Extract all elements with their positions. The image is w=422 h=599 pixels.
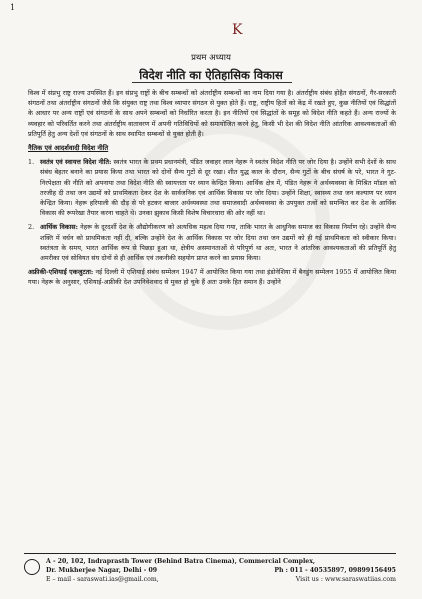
title-underline xyxy=(132,82,292,83)
footer-phone: Ph : 011 - 40535897, 09899156495 xyxy=(274,567,396,574)
item-number: 1. xyxy=(28,158,35,167)
afro-asian-heading: अफ्रीकी-एशियाई एकजुटता: xyxy=(28,268,94,277)
item-heading: स्वतंत्र एवं स्वायत्त विदेश नीति: xyxy=(40,158,112,167)
footer xyxy=(24,553,396,597)
chapter-label: प्रथम अध्याय xyxy=(191,53,231,63)
footer-row xyxy=(46,566,396,575)
list-item xyxy=(28,222,396,263)
institute-logo-icon xyxy=(24,559,40,575)
item-text xyxy=(40,222,396,263)
footer-address-line1: A - 20, 102, Indraprasth Tower (Behind Batra Cinema), Commercial Complex, xyxy=(46,558,316,565)
item-number: 2. xyxy=(28,223,35,232)
afro-asian-body: नई दिल्ली में एशियाई संबंध सम्मेलन 1947 में आयोजित किया गया तथा इंडोनेशिया में बैनडुंग सम्मेलन 1955 में आयोजित किया गया। नेहरू के अनुसार, एशियाई-अफ्रीकी देश उपनिवेशवाद से मुक्त हो चुके हैं अतः उनके हित समान हैं। उन्होंने xyxy=(28,268,396,287)
list-item xyxy=(28,157,396,218)
footer-row xyxy=(46,575,396,584)
afro-asian-paragraph xyxy=(28,267,396,287)
footer-email: E – mail - saraswati.ias@gmail.com, xyxy=(46,576,159,583)
footer-address-line2: Dr. Mukherjee Nagar, Delhi - 09 xyxy=(46,567,158,574)
footer-website: Visit us : www.saraswatiias.com xyxy=(295,576,396,583)
handwritten-mark: K xyxy=(232,22,243,38)
item-heading: आर्थिक विकास: xyxy=(40,223,78,232)
item-body: स्वतंत्र भारत के प्रथम प्रधानमंत्री, पंडित जवाहर लाल नेहरू ने स्वतंत्र विदेश नीति पर जोर दिया है। उन्होंने सभी देशों के साथ संबंध बेहतर बनाने का प्रयास किया तथा भारत को दोनों सैन्य गुटों से दूर रखा। शीत युद्ध काल के दौरान, सैन्य गुटों के बीच संघर्ष के परे, भारत ने गुट-निरपेक्षता की नीति को अपनाया तथा विदेश नीति की स्वायत्तता पर ध्यान केन्द्रित किया। आर्थिक क्षेत्र में, पंडित नेहरू ने अर्थव्यवस्था के मिश्रित मॉडल को तरजीह दी तथा जन उद्यमों को प्राथमिकता देकर देश के सार्वजनिक एवं आर्थिक विकास पर जोर दिया। उन्होंने शिक्षा, स्वास्थ्य तथा जन कल्याण पर ध्यान केन्द्रित किया। नेहरू हरियाली की दौड़ से परे हटकर बाजार अर्थव्यवस्था तथा समाजवादी अर्थव्यवस्था के उपयुक्त तत्वों को समन्वित कर देश के आर्थिक विकास की रूपरेखा तैयार करना चाहते थे। उनका झुकाव किसी विशेष विचारधारा की ओर नहीं था। xyxy=(40,158,396,218)
section-heading: नैतिक एवं आदर्शवादी विदेश नीति xyxy=(28,144,109,153)
page-number: 1 xyxy=(10,3,16,12)
intro-paragraph: विश्व में संप्रभु राष्ट्र राज्य उपस्थित हैं। इन संप्रभु राष्ट्रों के बीच सम्बन्धों को अंतर्राष्ट्रीय सम्बन्धों का नाम दिया गया है। अंतर्राष्ट्रीय संबंध होहैत संगठनों, गैर-सरकारी संगठनों तथा अंतर्राष्ट्रीय संगठनों जैसे कि संयुक्त राष्ट्र तथा विश्व व्यापार संगठन से युक्त होते हैं। राष्ट्र, राष्ट्रीय हितों को केंद्र में रखते हुए, कुछ नीतियों एवं सिद्धांतों के आधार पर अन्य राष्ट्रों एवं संगठनों के साथ अपने सम्बन्धों को निर्धारित करता है। इन नीतियों एवं सिद्धांतों के समूह को विदेश नीति कहते हैं। अन्य राज्यों के व्यवहार को परिवर्तित करने तथा अंतर्राष्ट्रीय वातावरण में अपनी गतिविधियों को समायोजित करने हेतु, किसी भी देश की विदेश नीति आंतरिक आवश्यकताओं की प्रतिपूर्ति हेतु अन्य देशों एवं संगठनों के साथ स्थापित सम्बन्धों से युक्त होती है। xyxy=(28,89,396,138)
item-text xyxy=(40,157,396,218)
footer-contact xyxy=(46,557,396,584)
page-title: विदेश नीति का ऐतिहासिक विकास xyxy=(139,68,283,82)
item-body: नेहरू के दूरदर्शी देश के औद्योगीकरण को अत्यधिक महत्व दिया गया, ताकि भारत के आधुनिक समाज का विकास निर्माण रहे। उन्होंने सैन्य शक्ति में वर्धन को प्राथमिकता नहीं दी, बल्कि उन्होंने देश के आर्थिक विकास पर जोर दिया तथा जन उद्यमों को ही गई प्राथमिकता को स्वीकार किया। स्वतंत्रता के समय, भारत आर्थिक रूप से पिछड़ा हुआ था, क्षेत्रीय असमानताओं से परिपूर्ण था अतः, भारत ने आंतरिक आवश्यकताओं की प्रतिपूर्ति हेतु अमरीका एवं सोवियत संघ दोनों से ही आर्थिक एवं तकनीकी सहयोग प्राप्त करने का प्रयास किया। xyxy=(40,223,396,263)
body-text xyxy=(28,88,396,292)
